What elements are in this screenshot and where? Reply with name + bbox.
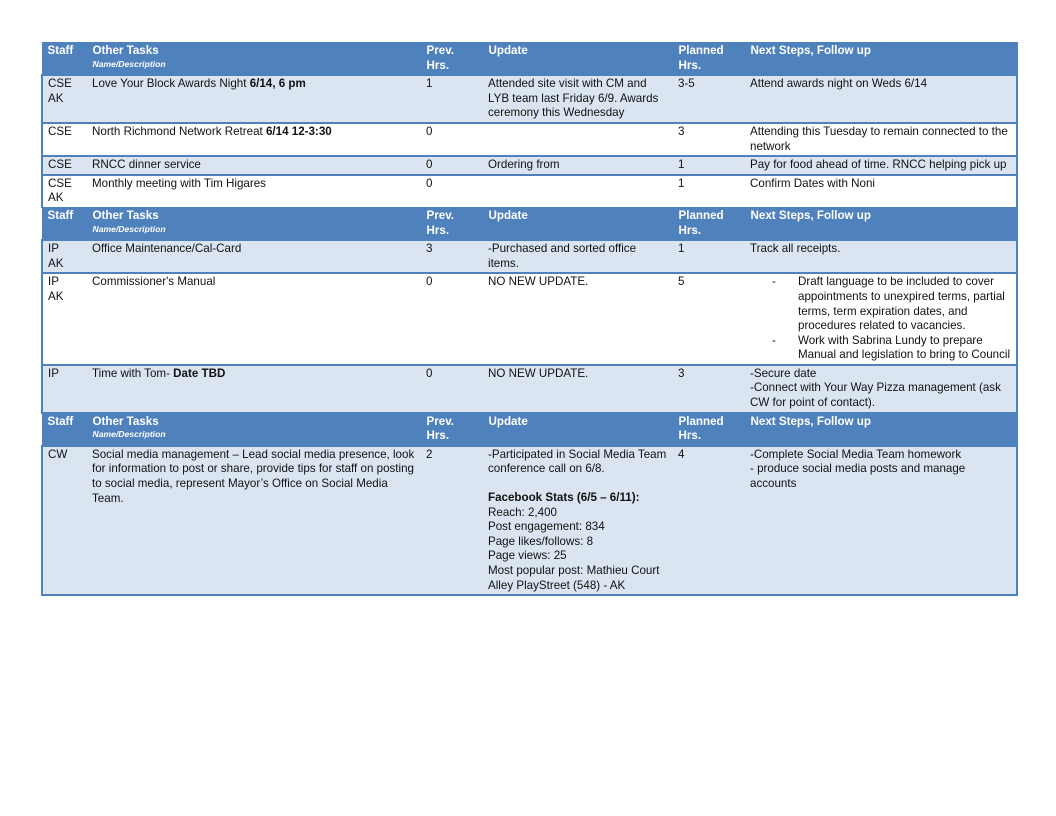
staff-task-report: [41, 42, 1016, 596]
cell-prev-hrs: 0: [421, 156, 483, 175]
update-text: NO NEW UPDATE.: [488, 275, 589, 289]
cell-next-steps: [745, 365, 1017, 413]
cell-next-steps: [745, 156, 1017, 175]
stats-item: Post engagement: 834: [488, 520, 605, 534]
cell-planned-hrs: 4: [673, 446, 745, 595]
cell-update: [483, 75, 673, 123]
update-text: -Purchased and sorted office items.: [488, 242, 637, 270]
header-other-tasks-label: Other Tasks: [92, 208, 159, 222]
task-name: Monthly meeting with Tim Higares: [92, 176, 266, 190]
header-prev-hrs: [421, 43, 483, 76]
cell-next-steps: [745, 123, 1017, 156]
header-other-tasks: [87, 43, 421, 76]
staff-initials: IP: [48, 275, 59, 289]
header-update: Update: [483, 43, 673, 76]
task-name: Commissioner's Manual: [92, 275, 216, 289]
header-prev-label: Prev.: [426, 414, 455, 428]
cell-prev-hrs: 0: [421, 175, 483, 208]
staff-initials: CW: [48, 447, 68, 461]
header-staff: Staff: [42, 413, 87, 446]
header-prev-label: Prev.: [426, 208, 455, 222]
next-step-text: -Secure date: [750, 366, 817, 380]
task-table: [41, 42, 1018, 596]
cell-update: [483, 156, 673, 175]
stats-item: Page likes/follows: 8: [488, 534, 594, 548]
header-staff: Staff: [42, 43, 87, 76]
cell-update: [483, 175, 673, 208]
header-prev-hrs-label: Hrs.: [426, 429, 450, 443]
list-item: - Work with Sabrina Lundy to prepare Manual and legislation to bring to Council: [772, 334, 1013, 363]
header-staff: Staff: [42, 207, 87, 240]
cell-prev-hrs: 3: [421, 240, 483, 273]
cell-planned-hrs: 1: [673, 175, 745, 208]
cell-next-steps: [745, 175, 1017, 208]
cell-staff: [42, 365, 87, 413]
update-text: NO NEW UPDATE.: [488, 366, 589, 380]
header-planned-label: Planned: [678, 414, 724, 428]
staff-initials: AK: [48, 256, 64, 270]
table-header-row: [42, 413, 1017, 446]
header-planned-hrs: [673, 207, 745, 240]
cell-task: [87, 175, 421, 208]
cell-staff: [42, 240, 87, 273]
task-table-body: [42, 43, 1017, 596]
cell-planned-hrs: 3-5: [673, 75, 745, 123]
stats-item: Reach: 2,400: [488, 505, 557, 519]
header-update: Update: [483, 413, 673, 446]
staff-initials: AK: [48, 191, 64, 205]
table-row: [42, 446, 1017, 595]
header-other-tasks-label: Other Tasks: [92, 414, 159, 428]
next-step-text: Confirm Dates with Noni: [750, 176, 875, 190]
next-step-text: Track all receipts.: [750, 242, 841, 256]
table-row: [42, 240, 1017, 273]
cell-task: [87, 446, 421, 595]
task-name: Time with Tom-: [92, 366, 174, 380]
header-prev-hrs: [421, 207, 483, 240]
header-name-description: Name/Description: [92, 223, 166, 234]
table-row: [42, 175, 1017, 208]
cell-task: [87, 273, 421, 365]
staff-initials: AK: [48, 91, 64, 105]
cell-task: [87, 156, 421, 175]
stats-title: Facebook Stats (6/5 – 6/11):: [488, 491, 640, 505]
staff-initials: IP: [48, 366, 59, 380]
header-prev-hrs-label: Hrs.: [426, 58, 450, 72]
table-row: [42, 365, 1017, 413]
cell-planned-hrs: 1: [673, 156, 745, 175]
update-text: -Participated in Social Media Team conference call on 6/8.: [488, 447, 667, 476]
next-step-text: Attend awards night on Weds 6/14: [750, 77, 928, 91]
header-prev-hrs: [421, 413, 483, 446]
cell-planned-hrs: 1: [673, 240, 745, 273]
cell-update: [483, 123, 673, 156]
list-item: - Draft language to be included to cover appointments to unexpired terms, partial terms, term expiration dates, and procedures related to vacancies.: [772, 275, 1013, 333]
staff-initials: CSE: [48, 124, 72, 138]
header-next-steps: Next Steps, Follow up: [745, 43, 1017, 76]
cell-task: [87, 123, 421, 156]
task-date: 6/14 12-3:30: [265, 124, 332, 138]
header-planned-hrs: [673, 413, 745, 446]
table-row: [42, 75, 1017, 123]
next-step-text: Pay for food ahead of time. RNCC helping pick up: [750, 158, 1007, 172]
next-step-text: -Connect with Your Way Pizza management (ask CW for point of contact).: [750, 381, 1001, 410]
cell-update: [483, 365, 673, 413]
staff-initials: AK: [48, 289, 64, 303]
header-name-description: Name/Description: [92, 429, 166, 440]
cell-planned-hrs: 3: [673, 123, 745, 156]
cell-staff: [42, 156, 87, 175]
cell-next-steps: [745, 273, 1017, 365]
cell-task: [87, 75, 421, 123]
header-prev-hrs-label: Hrs.: [426, 223, 450, 237]
cell-task: [87, 240, 421, 273]
table-row: [42, 123, 1017, 156]
task-name: Love Your Block Awards Night: [92, 77, 250, 91]
header-planned-label: Planned: [678, 44, 724, 57]
header-other-tasks: [87, 413, 421, 446]
next-step-text: -Complete Social Media Team homework: [750, 447, 962, 461]
stats-item: Most popular post: Mathieu Court Alley PlayStreet (548) - AK: [488, 564, 660, 592]
task-name: North Richmond Network Retreat: [92, 124, 266, 138]
task-name: Social media management – Lead social media presence, look for information to post or share, provide tips for staff on posting to social media, represent Mayor’s Office on Social Media Team.: [92, 447, 415, 505]
header-other-tasks-label: Other Tasks: [92, 44, 159, 57]
staff-initials: IP: [48, 242, 59, 256]
header-planned-hrs-label: Hrs.: [678, 429, 702, 443]
cell-staff: [42, 175, 87, 208]
cell-next-steps: [745, 75, 1017, 123]
cell-prev-hrs: 0: [421, 365, 483, 413]
cell-prev-hrs: 1: [421, 75, 483, 123]
header-other-tasks: [87, 207, 421, 240]
header-prev-label: Prev.: [426, 44, 455, 57]
task-date: Date TBD: [173, 366, 226, 380]
cell-update: [483, 240, 673, 273]
table-row: [42, 156, 1017, 175]
task-name: Office Maintenance/Cal-Card: [92, 242, 242, 256]
cell-staff: [42, 75, 87, 123]
next-steps-list: [750, 275, 1013, 363]
table-header-row: [42, 43, 1017, 76]
cell-planned-hrs: 5: [673, 273, 745, 365]
header-planned-hrs-label: Hrs.: [678, 58, 702, 72]
header-next-steps: Next Steps, Follow up: [745, 207, 1017, 240]
staff-initials: CSE: [48, 158, 72, 172]
header-planned-hrs-label: Hrs.: [678, 223, 702, 237]
spacer: [488, 477, 670, 491]
cell-prev-hrs: 0: [421, 273, 483, 365]
cell-update: [483, 446, 673, 595]
cell-planned-hrs: 3: [673, 365, 745, 413]
header-next-steps: Next Steps, Follow up: [745, 413, 1017, 446]
header-planned-label: Planned: [678, 208, 724, 222]
cell-next-steps: [745, 240, 1017, 273]
cell-next-steps: [745, 446, 1017, 595]
staff-initials: CSE: [48, 77, 72, 91]
update-text: Ordering from: [488, 158, 560, 172]
next-step-text: Attending this Tuesday to remain connected to the network: [750, 124, 1008, 153]
table-row: [42, 273, 1017, 365]
header-name-description: Name/Description: [92, 58, 166, 69]
header-planned-hrs: [673, 43, 745, 76]
cell-update: [483, 273, 673, 365]
next-step-text: - produce social media posts and manage accounts: [750, 462, 966, 491]
table-header-row: [42, 207, 1017, 240]
cell-prev-hrs: 0: [421, 123, 483, 156]
staff-initials: CSE: [48, 176, 72, 190]
cell-staff: [42, 273, 87, 365]
header-update: Update: [483, 207, 673, 240]
cell-staff: [42, 446, 87, 595]
stats-item: Page views: 25: [488, 549, 567, 563]
task-name: RNCC dinner service: [92, 158, 201, 172]
cell-prev-hrs: 2: [421, 446, 483, 595]
cell-task: [87, 365, 421, 413]
cell-staff: [42, 123, 87, 156]
task-date: 6/14, 6 pm: [249, 77, 306, 91]
update-text: Attended site visit with CM and LYB team last Friday 6/9. Awards ceremony this Wednesday: [488, 77, 659, 120]
